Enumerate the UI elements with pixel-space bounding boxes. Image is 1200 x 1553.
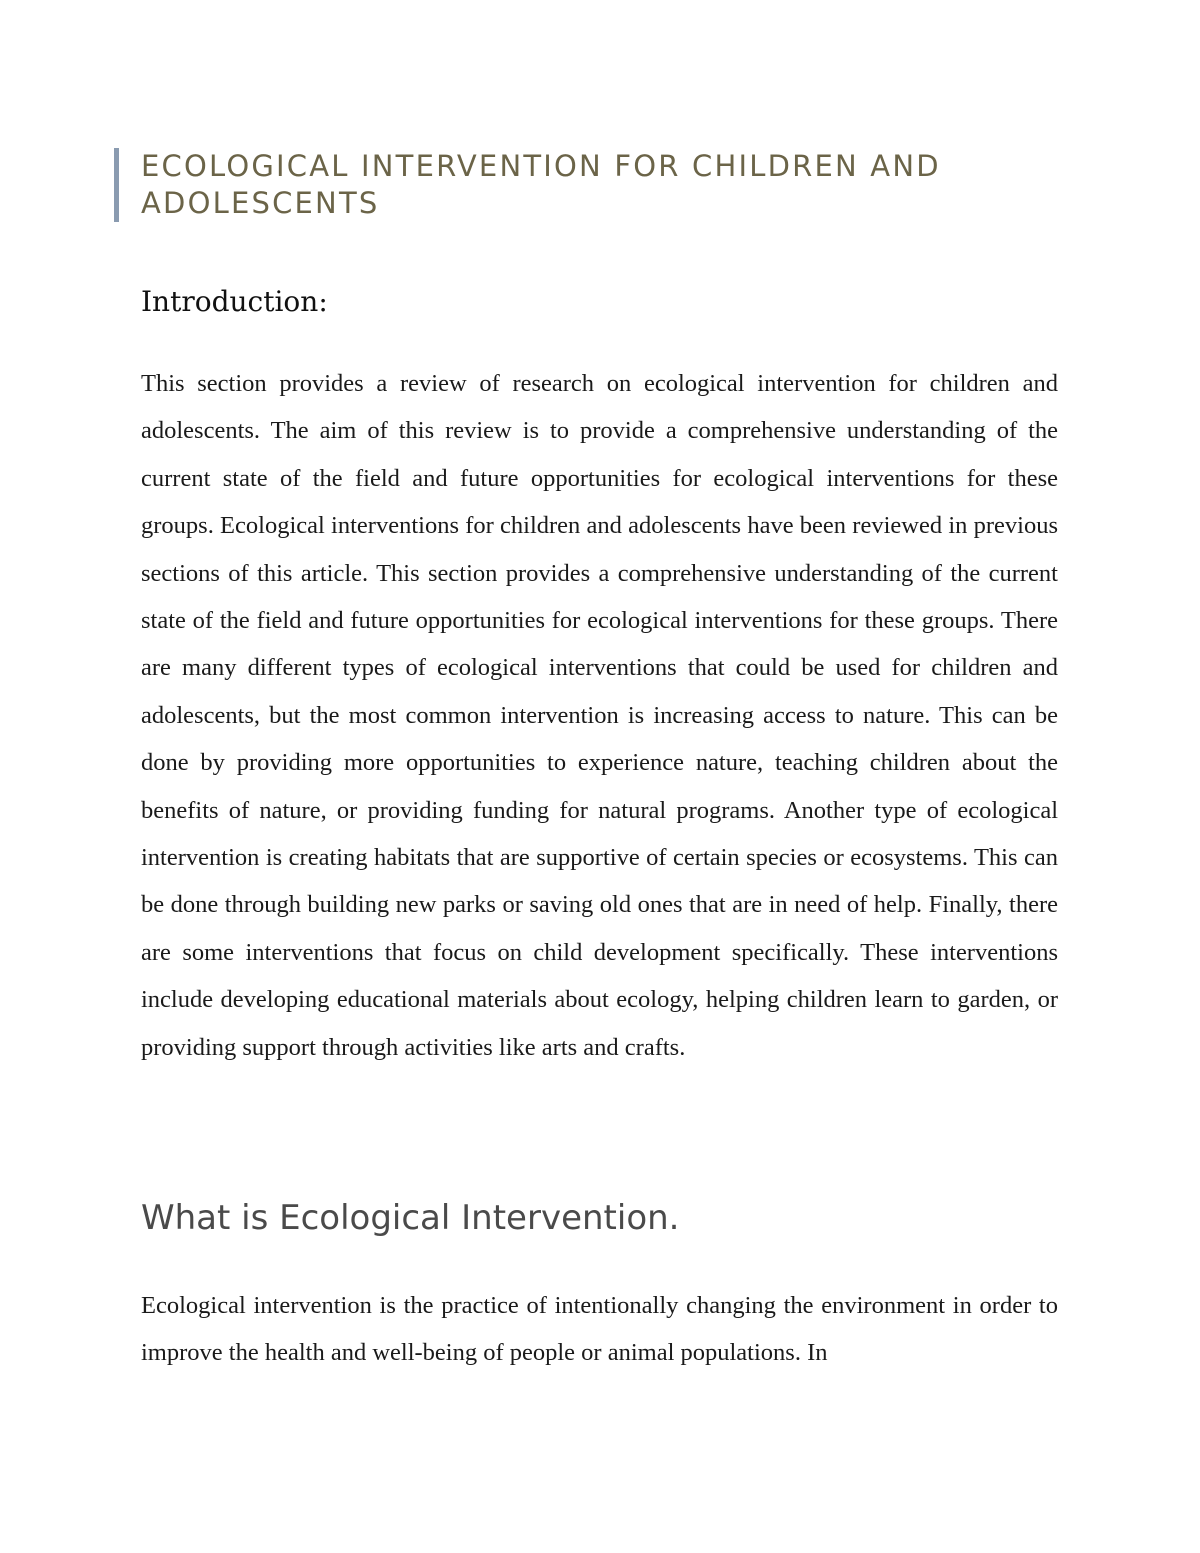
definition-paragraph: Ecological intervention is the practice of intentionally changing the environment in order to improve the health and well-being of people or animal populations. In	[141, 1292, 1058, 1367]
document-title: ECOLOGICAL INTERVENTION FOR CHILDREN AND ADOLESCENTS	[141, 149, 941, 220]
introduction-paragraph: This section provides a review of research on ecological intervention for children and adolescents. The aim of this review is to provide a comprehensive understanding of the current state of the field and future opportunities for ecological interventions for these groups. Ecological interventions for children and adolescents have been reviewed in previous sections of this article. This section provides a comprehensive understanding of the current state of the field and future opportunities for ecological interventions for these groups. There are many different types of ecological interventions that could be used for children and adolescents, but the most common intervention is increasing access to nature. This can be done by providing more opportunities to experience nature, teaching children about the benefits of nature, or providing funding for natural programs. Another type of ecological intervention is creating habitats that are supportive of certain species or ecosystems. This can be done through building new parks or saving old ones that are in need of help. Finally, there are some interventions that focus on child development specifically. These interventions include developing educational materials about ecology, helping children learn to garden, or providing support through activities like arts and crafts.	[141, 370, 1058, 1061]
section-heading-what-is: What is Ecological Intervention.	[141, 1198, 680, 1238]
introduction-label: Introduction:	[141, 285, 328, 318]
title-block	[114, 148, 1021, 222]
